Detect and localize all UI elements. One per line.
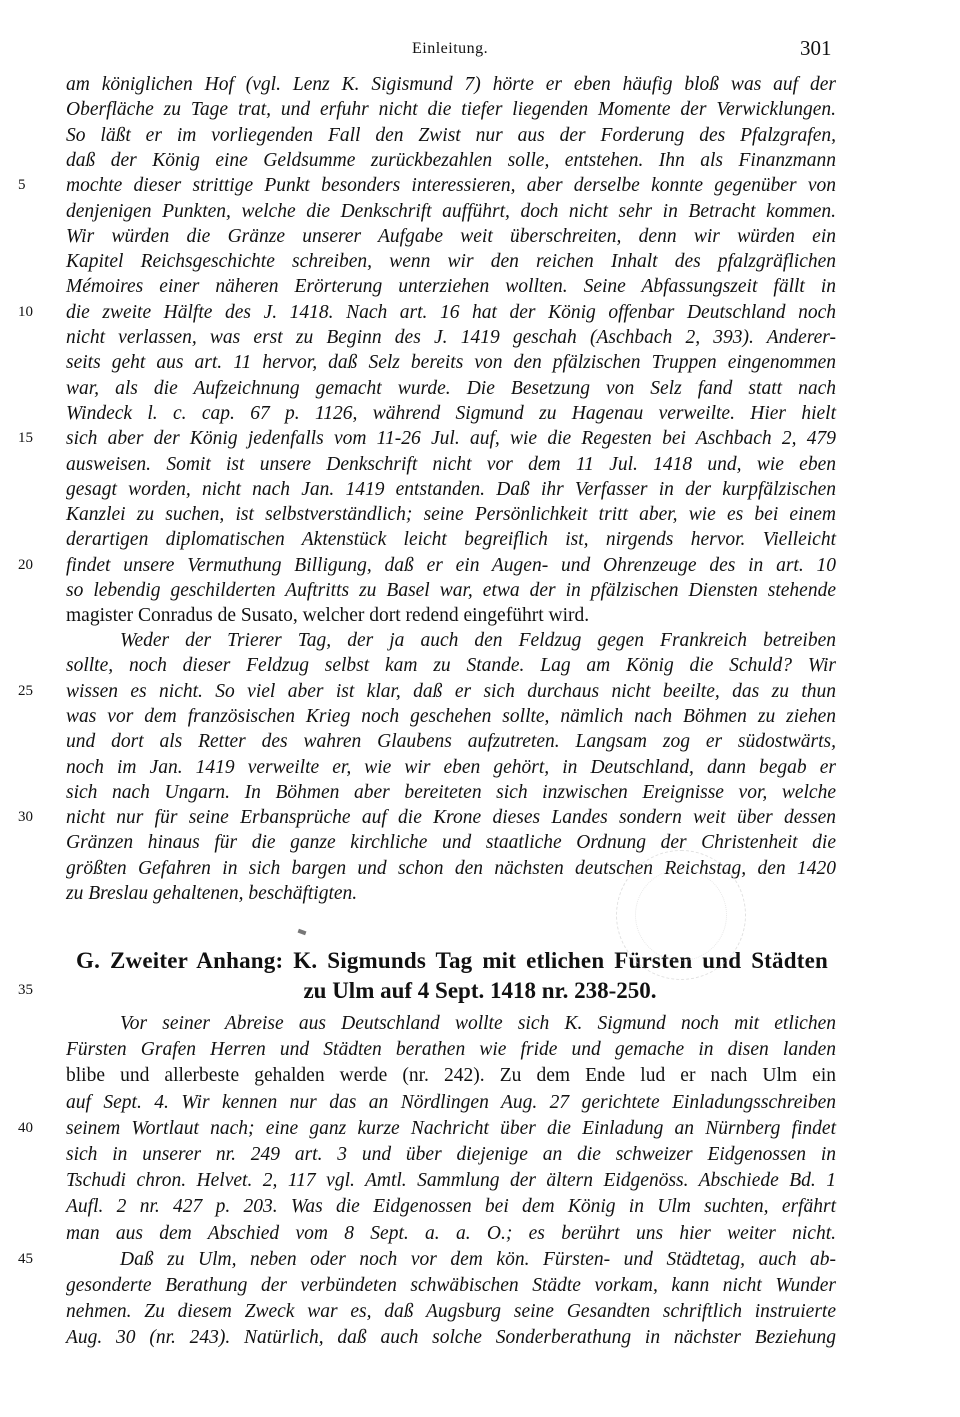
line-text: seits geht aus art. 11 hervor, daß Selz bereits von den pfälzischen Truppen eingenommen: [66, 352, 836, 374]
line-text: Windeck l. c. cap. 67 p. 1126, während Sigmund zu Hagenau verweilte. Hier hielt: [66, 402, 836, 424]
text-line: [0, 224, 960, 250]
line-text: magister Conradus de Susato, welcher dort redend eingeführt wird.: [66, 605, 590, 627]
text-line: [0, 300, 960, 326]
heading-line-2: zu Ulm auf 4 Sept. 1418 nr. 238-250.: [303, 978, 657, 1003]
line-text: seinem Wortlaut nach; eine ganz kurze Nachricht über die Einladung an Nürnberg findet: [66, 1117, 836, 1139]
text-line: [0, 780, 960, 806]
line-text: gesagt worden, nicht nach Jan. 1419 entstanden. Daß ihr Verfasser in der kurpfälzischen: [66, 478, 836, 500]
text-line: [0, 578, 960, 604]
line-text: die zweite Hälfte des J. 1418. Nach art. 16 hat der König offenbar Deutschland noch: [66, 301, 836, 323]
text-line: [0, 628, 960, 654]
text-line: [0, 1116, 960, 1142]
line-text: nicht nur für seine Erbansprüche auf die Krone dieses Landes sondern weit über dessen: [66, 807, 836, 829]
text-line: [0, 1011, 960, 1037]
line-text: Mémoires einer näheren Erörterung unterziehen wollten. Seine Abfassungszeit fällt in: [66, 276, 836, 298]
text-line: [0, 401, 960, 427]
text-line: [0, 1221, 960, 1247]
text-line: [0, 729, 960, 755]
text-line: [0, 350, 960, 376]
line-text: Aufl. 2 nr. 427 p. 203. Was die Eidgenossen bei dem König in Ulm suchten, erfährt: [66, 1196, 836, 1218]
heading-line-1: G. Zweiter Anhang: K. Sigmunds Tag mit etlichen Fürsten und Städten: [76, 948, 828, 973]
text-line: [0, 856, 960, 882]
text-line: [0, 527, 960, 553]
text-line: [0, 274, 960, 300]
ink-mark: [298, 929, 307, 935]
line-text: Gränzen hinaus für die ganze kirchliche und staatliche Ordnung der Christenheit die: [66, 832, 836, 854]
text-line: [0, 148, 960, 174]
line-number: 35: [18, 982, 33, 998]
line-text: Wir würden die Gränze unserer Aufgabe weit überschreiten, denn wir würden ein: [66, 225, 836, 247]
line-text: Vor seiner Abreise aus Deutschland wollte sich K. Sigmund noch mit etlichen: [120, 1013, 836, 1034]
line-number: 15: [18, 430, 33, 447]
line-text: Kapitel Reichsgeschichte schreiben, wenn wir den reichen Inhalt des pfalzgräflichen: [66, 251, 836, 273]
line-text: ausweisen. Somit ist unsere Denkschrift nicht vor dem 11 Jul. 1418 und, wie eben: [66, 453, 836, 475]
line-text: Tschudi chron. Helvet. 2, 117 vgl. Amtl. Sammlung der ältern Eidgenöss. Abschiede Bd. 1: [66, 1170, 836, 1192]
line-text: nicht verlassen, was erst zu Beginn des J. 1419 geschah (Aschbach 2, 393). Anderer-: [66, 327, 836, 348]
text-line: [0, 1194, 960, 1220]
line-text: Fürsten Grafen Herren und Städten berathen wie fride und gemache in disen landen: [66, 1039, 836, 1061]
library-stamp: [616, 850, 746, 980]
line-text: so lebendig geschilderten Auftritts zu Basel war, etwa der in pfälzischen Diensten stehende: [66, 580, 836, 601]
text-line: [0, 249, 960, 275]
text-line: [0, 1299, 960, 1325]
text-line: [0, 477, 960, 503]
line-text: derartigen diplomatischen Aktenstück leicht begreiflich ist, nirgends hervor. Vielleicht: [66, 529, 836, 551]
text-line: [0, 704, 960, 730]
text-line: [0, 830, 960, 856]
text-line: [0, 173, 960, 199]
text-line: [0, 603, 960, 629]
line-text: zu Breslau gehaltenen, beschäftigten.: [66, 883, 358, 904]
line-text: sich in unserer nr. 249 art. 3 und über diejenige an die schweizer Eidgenossen in: [66, 1144, 836, 1165]
text-line: [0, 72, 960, 98]
line-text: denjenigen Punkten, welche die Denkschrift aufführt, doch nicht sehr in Betracht kommen.: [66, 200, 836, 222]
text-line: [0, 1142, 960, 1168]
line-number: 45: [18, 1250, 33, 1267]
text-line: [0, 653, 960, 679]
text-line: [0, 502, 960, 528]
line-text: was vor dem französischen Krieg noch geschehen sollte, nämlich nach Böhmen zu ziehen: [66, 705, 836, 727]
line-text: war, als die Aufzeichnung gemacht wurde. Die Besetzung von Selz fand statt nach: [66, 377, 836, 399]
appendix-heading: [0, 948, 960, 1008]
line-text: und dort als Retter des wahren Glaubens aufzutreten. Langsam zog er südostwärts,: [66, 731, 836, 753]
text-line: [0, 123, 960, 149]
text-line: [0, 1090, 960, 1116]
line-number: 30: [18, 809, 33, 826]
line-text: am königlichen Hof (vgl. Lenz K. Sigismund 7) hörte er eben häufig bloß was auf der: [66, 74, 836, 95]
text-line: [0, 679, 960, 705]
page-number: 301: [800, 36, 832, 60]
line-text: sich nach Ungarn. In Böhmen aber bereiteten sich inzwischen Ereignisse vor, welche: [66, 781, 836, 803]
line-text: gesonderte Berathung der verbündeten schwäbischen Städte vorkam, kann nicht Wunder: [66, 1275, 836, 1296]
text-line: [0, 881, 960, 907]
text-line: [0, 97, 960, 123]
line-text: wissen es nicht. So viel aber ist klar, daß er sich durchaus nicht beeilte, das zu thun: [66, 680, 836, 702]
line-number: 25: [18, 682, 33, 699]
line-text: mochte dieser strittige Punkt besonders interessieren, aber derselbe konnte gegenüber von: [66, 175, 836, 197]
line-text: Daß zu Ulm, neben oder noch vor dem kön. Fürsten- und Städtetag, auch ab-: [120, 1248, 836, 1270]
line-text: Weder der Trierer Tag, der ja auch den Feldzug gegen Frankreich betreiben: [120, 630, 836, 651]
line-text: Oberfläche zu Tage trat, und erfuhr nicht die tiefer liegenden Momente der Verwicklungen.: [66, 99, 836, 121]
line-text: daß der König eine Geldsumme zurückbezahlen solle, entstehen. Ihn als Finanzmann: [66, 149, 836, 171]
line-text: größten Gefahren in sich bargen und schon den nächsten deutschen Reichstag, den 1420: [66, 857, 836, 879]
line-text: Aug. 30 (nr. 243). Natürlich, daß auch solche Sonderberathung in nächster Beziehung: [66, 1327, 836, 1349]
text-line: [0, 1325, 960, 1351]
text-line: [0, 1273, 960, 1299]
line-text: nehmen. Zu diesem Zweck war es, daß Augsburg seine Gesandten schriftlich instruierte: [66, 1301, 836, 1323]
text-line: [0, 1037, 960, 1063]
text-line: [0, 325, 960, 351]
text-line: [0, 1063, 960, 1089]
line-text: findet unsere Vermuthung Billigung, daß er ein Augen- und Ohrenzeuge des in art. 10: [66, 554, 836, 576]
line-text: auf Sept. 4. Wir kennen nur das an Nördlingen Aug. 27 gerichtete Einladungsschreiben: [66, 1091, 836, 1113]
line-number: 5: [18, 177, 26, 194]
line-number: 10: [18, 303, 33, 320]
running-head: Einleitung.: [412, 40, 489, 57]
line-text: man aus dem Abschied vom 8 Sept. a. a. O.; es berührt uns hier weiter nicht.: [66, 1222, 836, 1244]
page-header: [0, 36, 960, 66]
line-number: 20: [18, 556, 33, 573]
line-text: blibe und allerbeste gehalden werde (nr. 242). Zu dem Ende lud er nach Ulm ein: [66, 1065, 836, 1087]
line-text: Kanzlei zu suchen, ist selbstverständlich; seine Persönlichkeit tritt aber, wie es bei einem: [66, 504, 836, 526]
text-line: [0, 1247, 960, 1273]
text-line: [0, 1168, 960, 1194]
line-text: noch im Jan. 1419 verweilte er, wie wir eben gehört, in Deutschland, dann begab er: [66, 756, 836, 778]
line-text: sich aber der König jedenfalls vom 11-26 Jul. auf, wie die Regesten bei Aschbach 2, 479: [66, 428, 836, 450]
text-line: [0, 755, 960, 781]
text-line: [0, 199, 960, 225]
line-number: 40: [18, 1119, 33, 1136]
text-line: [0, 426, 960, 452]
text-line: [0, 376, 960, 402]
text-line: [0, 805, 960, 831]
text-line: [0, 553, 960, 579]
line-text: sollte, noch dieser Feldzug selbst kam zu Stande. Lag am König die Schuld? Wir: [66, 655, 836, 677]
text-line: [0, 452, 960, 478]
line-text: So läßt er im vorliegenden Fall den Zwist nur aus der Forderung des Pfalzgrafen,: [66, 124, 836, 146]
